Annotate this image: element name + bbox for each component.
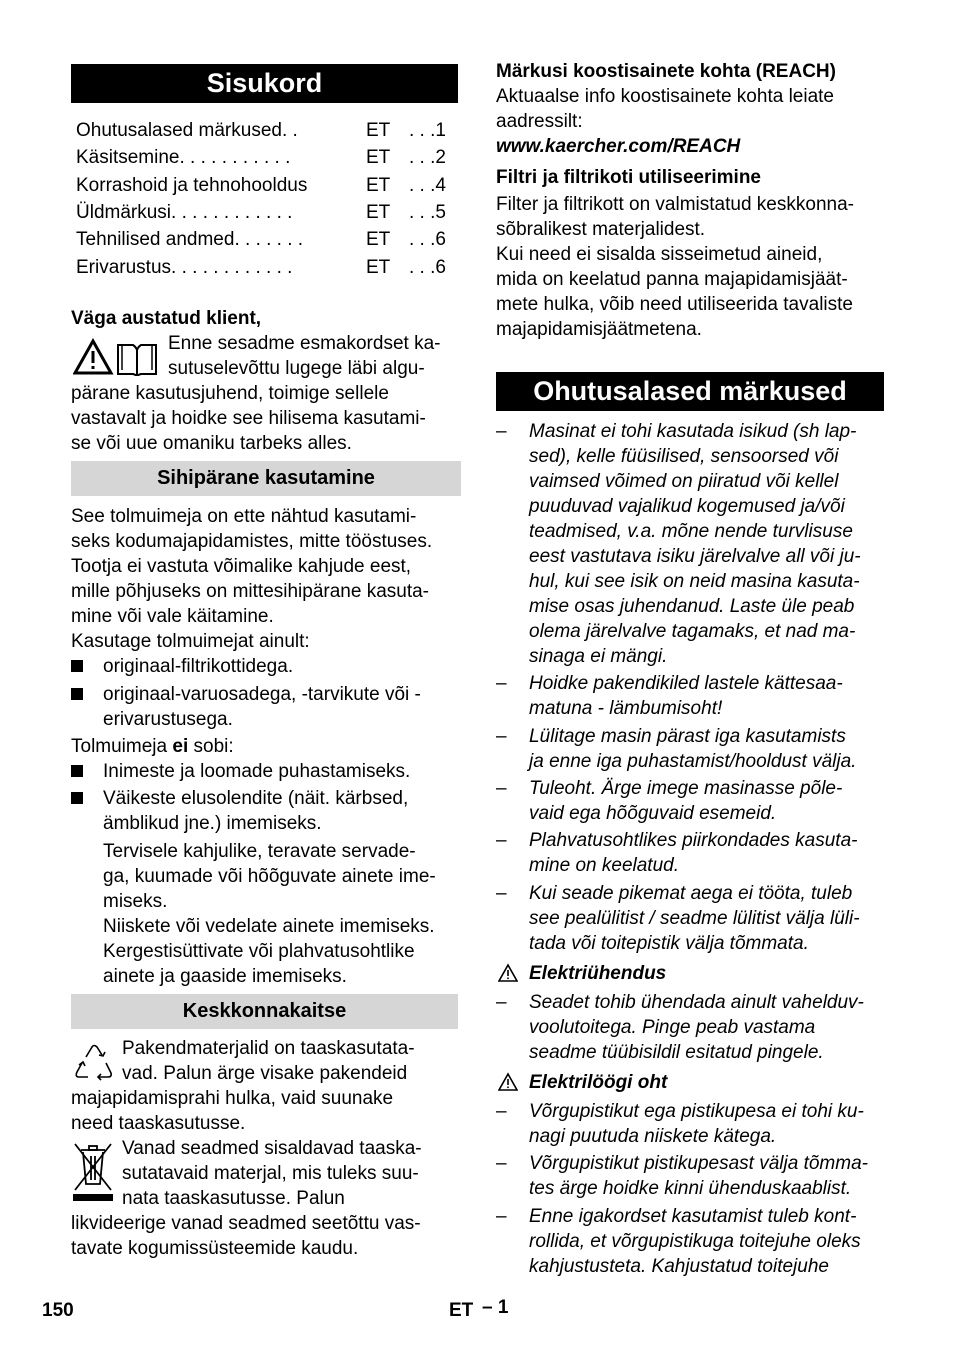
- safety-text-line: Lülitage masin pärast iga kasutamists: [529, 726, 846, 747]
- reach-text: Aktuaalse info koostisainete kohta leiate: [496, 86, 834, 107]
- bullet-text: Väikeste elusolendite (näit. kärbsed,: [103, 788, 409, 809]
- safety-text-line: tada või toitepistik välja tõmmata.: [529, 933, 809, 954]
- dash-bullet: –: [496, 421, 507, 442]
- env-text: Vanad seadmed sisaldavad taaska-: [122, 1138, 422, 1159]
- dash-bullet: –: [496, 992, 507, 1013]
- env-text: tavate kogumissüsteemide kaudu.: [71, 1238, 359, 1259]
- bullet-square: [71, 688, 83, 700]
- warning-manual-icon: [73, 338, 159, 376]
- reach-url: www.kaercher.com/REACH: [496, 136, 741, 157]
- text-line: See tolmuimeja on ette nähtud kasutami-: [71, 506, 417, 527]
- toc-row[interactable]: [76, 200, 456, 227]
- safety-text-line: teadmised, v.a. mõne nende turvlisuse: [529, 521, 853, 542]
- dash-bullet: –: [496, 778, 507, 799]
- safety-text-line: kahjustusteta. Kahjustatud toitejuhe: [529, 1256, 829, 1277]
- toc-entry-page: . . .5: [409, 201, 446, 223]
- safety-text-line: matuna - lämbumisoht!: [529, 698, 723, 719]
- toc-leader-dots: . . . . . . .: [234, 229, 304, 251]
- safety-title: Ohutusalased märkused: [496, 372, 884, 411]
- toc-entry-page: . . .1: [409, 120, 446, 141]
- toc-entry-lang: ET: [366, 174, 391, 196]
- text-line: mine või vale käitamine.: [71, 606, 274, 627]
- greeting: Väga austatud klient,: [71, 308, 262, 329]
- toc-entry-page: . . .2: [409, 147, 446, 169]
- safety-text-line: Masinat ei tohi kasutada isikud (sh lap-: [529, 421, 857, 442]
- text-line: seks kodumajapidamistes, mitte tööstuses.: [71, 531, 433, 552]
- filter-heading: Filtri ja filtrikoti utiliseerimine: [496, 167, 761, 188]
- env-text: majapidamisprahi hulka, vaid suunake: [71, 1088, 394, 1109]
- filter-text: Kui need ei sisalda sisseimetud aineid,: [496, 244, 823, 265]
- warning-triangle-icon: [498, 963, 518, 983]
- toc-entry-lang: ET: [366, 120, 391, 141]
- safety-text-line: vaid ega hõõguvaid esemeid.: [529, 803, 777, 824]
- toc-entry-title: Korrashoid ja tehnohooldus: [76, 174, 308, 196]
- recycling-icon: [72, 1041, 116, 1087]
- env-text: sutatavaid materjal, mis tuleks suu-: [122, 1163, 419, 1184]
- page-number: 150: [42, 1300, 74, 1321]
- dash-bullet: –: [496, 830, 507, 851]
- safety-text-line: Tuleoht. Ärge imege masinasse põle-: [529, 778, 843, 799]
- bullet-text: erivarustusega.: [103, 709, 233, 730]
- toc-entry-lang: ET: [366, 147, 391, 169]
- toc-row[interactable]: [76, 118, 456, 145]
- safety-text-line: voolutoitega. Pinge peab vastama: [529, 1017, 816, 1038]
- safety-text-line: see pealülitist / seadme lülitist välja lüli-: [529, 908, 860, 929]
- toc-leader-dots: . . . . . . . . . . . .: [171, 256, 293, 278]
- toc-entry-title: Erivarustus: [76, 256, 172, 278]
- bullet-text: Kergestisüttivate või plahvatusohtlike: [103, 941, 415, 962]
- toc-row[interactable]: [76, 145, 456, 172]
- safety-text-line: seadme tüübisildil esitatud pingele.: [529, 1042, 824, 1063]
- text-line: mille põhjuseks on mittesihipärane kasuta-: [71, 581, 430, 602]
- bullet-text: miseks.: [103, 891, 168, 912]
- bullet-text: ainete ja gaaside imemiseks.: [103, 966, 347, 987]
- safety-text-line: mine on keelatud.: [529, 855, 679, 876]
- safety-text-line: rollida, et võrgupistikuga toitejuhe oleks: [529, 1231, 861, 1252]
- env-text: Pakendmaterjalid on taaskasutata-: [122, 1038, 415, 1059]
- bullet-text: ga, kuumade või hõõguvate ainete ime-: [103, 866, 436, 887]
- safety-text-line: mise osas juhendanud. Laste üle peab: [529, 596, 855, 617]
- warning-triangle-icon: [498, 1072, 518, 1092]
- toc-entry-lang: ET: [366, 256, 391, 278]
- reach-heading: Märkusi koostisainete kohta (REACH): [496, 61, 836, 82]
- dash-bullet: –: [496, 726, 507, 747]
- filter-text: majapidamisjäätmetena.: [496, 319, 702, 340]
- footer-language: ET: [449, 1300, 474, 1321]
- toc-leader-dots: . . . . . . . . . . .: [179, 147, 291, 169]
- toc-row[interactable]: [76, 227, 456, 254]
- safety-text-line: Enne igakordset kasutamist tuleb kont-: [529, 1206, 857, 1227]
- footer-section-page: – 1: [482, 1297, 509, 1318]
- safety-text-line: eest vastutava isiku järelvalve all või ju-: [529, 546, 861, 567]
- filter-text: mete hulka, võib need utiliseerida tavaliste: [496, 294, 853, 315]
- section-heading-intended-use: Sihipärane kasutamine: [71, 461, 461, 496]
- dash-bullet: –: [496, 883, 507, 904]
- toc-entry-lang: ET: [366, 201, 391, 223]
- safety-text-line: Võrgupistikut ega pistikupesa ei tohi ku-: [529, 1101, 864, 1122]
- dash-bullet: –: [496, 673, 507, 694]
- section-heading-environment: Keskkonnakaitse: [71, 994, 458, 1029]
- toc-entry-page: . . .6: [409, 256, 446, 278]
- reach-text: aadressilt:: [496, 111, 583, 132]
- dash-bullet: –: [496, 1206, 507, 1227]
- toc-entry-title: Käsitsemine: [76, 147, 180, 169]
- intro-line: se või uue omaniku tarbeks alles.: [71, 433, 352, 454]
- bullet-text: Inimeste ja loomade puhastamiseks.: [103, 761, 411, 782]
- toc-leader-dots: . . . . . . . . . . . .: [171, 201, 293, 223]
- filter-text: Filter ja filtrikott on valmistatud keskkonna-: [496, 194, 854, 215]
- safety-text-line: Hoidke pakendikiled lastele kättesaa-: [529, 673, 843, 694]
- toc-title: Sisukord: [71, 64, 458, 103]
- filter-text: mida on keelatud panna majapidamisjäät-: [496, 269, 848, 290]
- bullet-square: [71, 792, 83, 804]
- safety-text-line: puuduvad vajalikud kogemused ja/või: [529, 496, 845, 517]
- safety-text-line: Plahvatusohtlikes piirkondades kasuta-: [529, 830, 858, 851]
- toc-entry-page: . . .6: [409, 229, 446, 251]
- toc-entry-title: Ohutusalased märkused: [76, 120, 282, 141]
- safety-text-line: Võrgupistikut pistikupesast välja tõmma-: [529, 1153, 868, 1174]
- toc-row[interactable]: [76, 173, 456, 200]
- toc-entry-title: Üldmärkusi: [76, 201, 172, 223]
- bullet-square: [71, 660, 83, 672]
- filter-text: sõbralikest materjalidest.: [496, 219, 706, 240]
- bullet-text: Niiskete või vedelate ainete imemiseks.: [103, 916, 435, 937]
- toc-leader-dots: . .: [281, 120, 298, 141]
- safety-text-line: sed), kelle füüsilised, sensoorsed või: [529, 446, 839, 467]
- bullet-text: Tervisele kahjulike, teravate servade-: [103, 841, 416, 862]
- text-line: Tootja ei vastuta võimalike kahjude eest,: [71, 556, 412, 577]
- crossed-bin-icon: [72, 1140, 114, 1204]
- toc-row[interactable]: [76, 255, 456, 282]
- safety-text-line: ja enne iga puhastamist/hooldust välja.: [529, 751, 857, 772]
- intro-line: vastavalt ja hoidke see hilisema kasutami-: [71, 408, 426, 429]
- warning-heading: Elektrilöögi oht: [529, 1072, 668, 1093]
- intro-line: Enne sesadme esmakordset ka-: [168, 333, 441, 354]
- safety-text-line: hul, kui see isik on neid masina kasuta-: [529, 571, 860, 592]
- safety-text-line: Kui seade pikemat aega ei tööta, tuleb: [529, 883, 853, 904]
- env-text: need taaskasutusse.: [71, 1113, 246, 1134]
- bullet-text: originaal-varuosadega, -tarvikute või -: [103, 684, 421, 705]
- safety-text-line: nagi puutuda niiskete kätega.: [529, 1126, 777, 1147]
- env-text: vad. Palun ärge visake pakendeid: [122, 1063, 408, 1084]
- not-suitable-line: Tolmuimeja ei sobi:: [71, 736, 234, 757]
- safety-text-line: sinaga ei mängi.: [529, 646, 668, 667]
- bullet-square: [71, 765, 83, 777]
- toc-entry-lang: ET: [366, 229, 391, 251]
- safety-text-line: vaimsed võimed on piiratud või kellel: [529, 471, 839, 492]
- toc-entry-page: . . .4: [409, 174, 446, 196]
- intro-line: pärane kasutusjuhend, toimige sellele: [71, 383, 389, 404]
- text-line: Kasutage tolmuimejat ainult:: [71, 631, 310, 652]
- dash-bullet: –: [496, 1101, 507, 1122]
- bullet-text: ämblikud jne.) imemiseks.: [103, 813, 322, 834]
- warning-heading: Elektriühendus: [529, 963, 667, 984]
- safety-text-line: Seadet tohib ühendada ainult vahelduv-: [529, 992, 864, 1013]
- intro-line: sutuselevõttu lugege läbi algu-: [168, 358, 425, 379]
- safety-text-line: tes ärge hoidke kinni ühenduskaablist.: [529, 1178, 852, 1199]
- dash-bullet: –: [496, 1153, 507, 1174]
- safety-text-line: olema järelvalve tagamaks, et nad ma-: [529, 621, 856, 642]
- env-text: likvideerige vanad seadmed seetõttu vas-: [71, 1213, 421, 1234]
- bullet-text: originaal-filtrikottidega.: [103, 656, 294, 677]
- toc-entry-title: Tehnilised andmed: [76, 229, 235, 251]
- env-text: nata taaskasutusse. Palun: [122, 1188, 345, 1209]
